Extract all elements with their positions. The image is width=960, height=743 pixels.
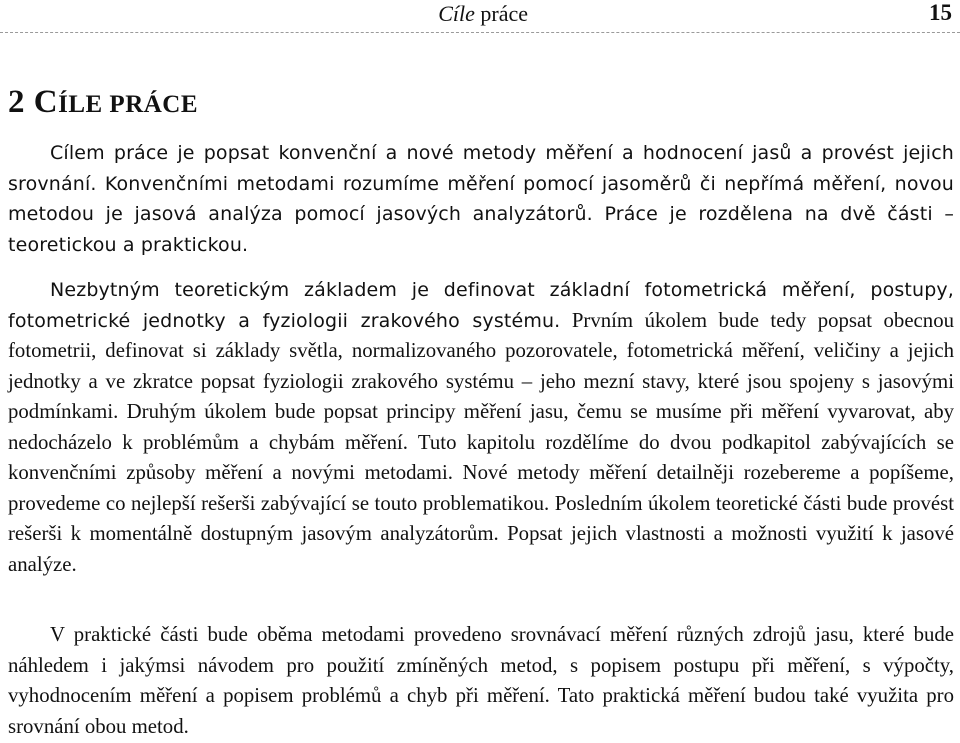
paragraph-practical-text <box>8 620 954 742</box>
chapter-title-initial: C <box>33 84 59 120</box>
paragraph-theory <box>8 275 954 580</box>
chapter-heading <box>8 84 198 121</box>
page-number: 15 <box>929 0 952 25</box>
paragraph-theory-text <box>8 275 954 580</box>
paragraph-theory-lead: Nezbytným teoretickým základem je definovat základní fotometrická měření, postupy, fotometrické jednotky a fyziologii zrakového systému. <box>8 279 954 332</box>
header-title-italic: Cíle <box>438 1 475 26</box>
paragraph-practical <box>8 620 954 742</box>
running-header <box>0 0 960 34</box>
paragraph-aims <box>8 138 954 260</box>
paragraph-aims-text <box>8 138 954 260</box>
header-title-rest: práce <box>474 1 528 26</box>
chapter-number: 2 <box>8 84 25 120</box>
running-header-title <box>438 1 528 27</box>
paragraph-practical-body: V praktické části bude oběma metodami provedeno srovnávací měření různých zdrojů jasu, které bude náhledem i jakýmsi návodem pro použití zmíněných metod, s popisem postupu při měření, s výpočty, vyhodnocením měření a popisem problémů a chyb při měření. Tato praktická měření budou také využita pro srovnání obou metod. <box>8 623 954 738</box>
chapter-title-rest: ÍLE PRÁCE <box>58 91 199 118</box>
paragraph-theory-body: Prvním úkolem bude tedy popsat obecnou fotometrii, definovat si základy světla, normalizovaného pozorovatele, fotometrická měření, veličiny a jejich jednotky a ve zkratce popsat fyziologii zrakového systému – jeho mezní stavy, které jsou spojeny s jasovými podmínkami. Druhým úkolem bude popsat principy měření jasu, čemu se musíme při měření vyvarovat, aby nedocházelo k problémům a chybám měření. Tuto kapitolu rozdělíme do dvou podkapitol zabývajících se konvenčními způsoby měření a novými metodami. Nové metody měření detailněji rozebereme a popíšeme, provedeme co nejlepší rešerši zabývající se touto problematikou. Posledním úkolem teoretické části bude provést rešerši k momentálně dostupným jasovým analyzátorům. Popsat jejich vlastnosti a možnosti využití k jasové analýze. <box>8 308 954 576</box>
paragraph-aims-body: Cílem práce je popsat konvenční a nové metody měření a hodnocení jasů a provést jejich srovnání. Konvenčními metodami rozumíme měření pomocí jasoměrů či nepřímá měření, novou metodou je jasová analýza pomocí jasových analyzátorů. Práce je rozdělena na dvě části – teoretickou a praktickou. <box>8 142 954 256</box>
header-divider <box>0 32 960 33</box>
